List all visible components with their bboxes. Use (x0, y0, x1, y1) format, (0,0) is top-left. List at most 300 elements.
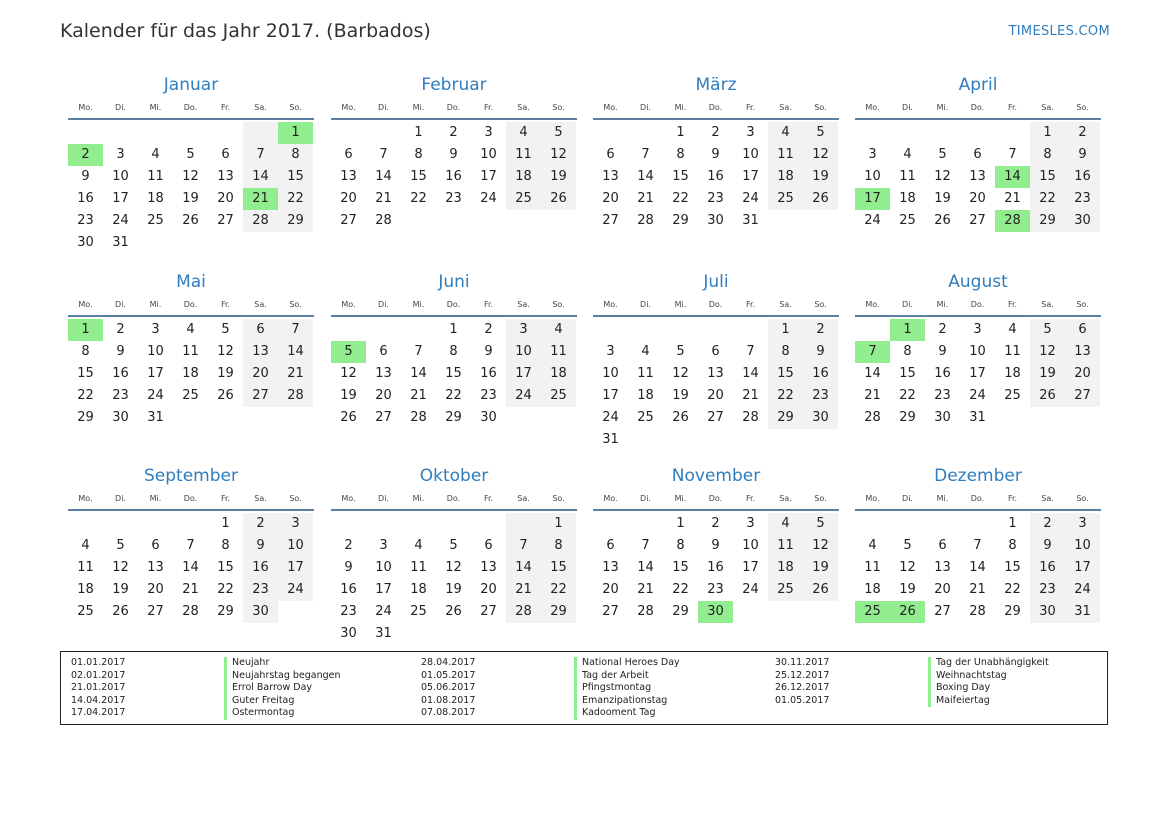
day-cell: 13 (243, 341, 278, 363)
day-cell: 5 (1030, 319, 1065, 341)
day-cell: 1 (890, 319, 925, 341)
holiday-date: 01.01.2017 (71, 657, 126, 668)
holiday-date: 14.04.2017 (71, 694, 126, 706)
empty-cell (506, 623, 541, 645)
day-cell: 30 (1065, 210, 1100, 232)
day-cell: 21 (375, 191, 392, 206)
weekday-label: So. (814, 103, 827, 112)
weekday-header (331, 295, 577, 317)
day-cell: 11 (77, 560, 94, 575)
day-cell: 25 (768, 579, 803, 601)
weekday-label: Mi. (936, 300, 949, 309)
day-cell: 26 (672, 410, 689, 425)
day-cell: 14 (278, 341, 313, 363)
empty-cell (855, 513, 890, 535)
day-cell: 15 (445, 366, 462, 381)
empty-cell (995, 407, 1030, 429)
site-link[interactable]: TIMESLES.COM (1008, 24, 1110, 39)
day-cell: 13 (217, 169, 234, 184)
day-cell: 7 (746, 344, 755, 359)
empty-cell (173, 513, 208, 535)
weekday-header (331, 489, 577, 511)
day-cell: 24 (602, 410, 619, 425)
weekday-label: So. (814, 494, 827, 503)
day-cell: 6 (151, 538, 160, 553)
day-cell: 9 (344, 560, 353, 575)
day-cell: 12 (340, 366, 357, 381)
day-cell: 30 (243, 601, 278, 623)
day-cell: 19 (899, 582, 916, 597)
day-cell: 10 (1065, 535, 1100, 557)
empty-cell (925, 122, 960, 144)
day-cell: 12 (217, 344, 234, 359)
empty-cell (208, 232, 243, 254)
month-juli (593, 271, 839, 451)
empty-cell (68, 122, 103, 144)
holiday-date: 01.05.2017 (421, 669, 476, 681)
empty-cell (243, 407, 278, 429)
day-cell: 28 (182, 604, 199, 619)
day-cell: 26 (890, 601, 925, 623)
weekday-label: Di. (640, 103, 651, 112)
day-cell: 4 (186, 322, 195, 337)
day-cell: 28 (637, 213, 654, 228)
weekday-label: So. (814, 300, 827, 309)
holiday-date: 30.11.2017 (775, 657, 830, 668)
day-cell: 27 (147, 604, 164, 619)
weekday-label: Mo. (603, 494, 618, 503)
day-cell: 14 (742, 366, 759, 381)
day-cell: 14 (864, 366, 881, 381)
day-cell: 18 (899, 191, 916, 206)
day-cell: 27 (602, 604, 619, 619)
holiday-name: Pfingstmontag (574, 682, 651, 695)
weekday-label: Mi. (149, 103, 162, 112)
day-cell: 5 (541, 122, 576, 144)
day-cell: 29 (217, 604, 234, 619)
month-februar (331, 74, 577, 232)
weekday-label: Di. (115, 494, 126, 503)
day-cell: 8 (1030, 144, 1065, 166)
day-cell: 26 (217, 388, 234, 403)
day-grid (331, 513, 576, 645)
day-cell: 14 (637, 169, 654, 184)
day-cell: 21 (1004, 191, 1021, 206)
holiday-date: 26.12.2017 (775, 682, 830, 694)
day-cell: 8 (221, 538, 230, 553)
day-cell: 27 (375, 410, 392, 425)
day-cell: 21 (637, 582, 654, 597)
day-cell: 9 (1065, 144, 1100, 166)
day-cell: 19 (934, 191, 951, 206)
day-cell: 13 (340, 169, 357, 184)
month-title: Dezember (934, 466, 1022, 486)
empty-cell (471, 513, 506, 535)
day-cell: 6 (221, 147, 230, 162)
weekday-label: Do. (183, 103, 198, 112)
day-cell: 2 (711, 125, 720, 140)
day-grid (855, 513, 1100, 623)
day-cell: 19 (112, 582, 129, 597)
day-cell: 22 (768, 385, 803, 407)
day-cell: 23 (112, 388, 129, 403)
day-cell: 29 (77, 410, 94, 425)
day-cell: 18 (410, 582, 427, 597)
day-cell: 27 (480, 604, 497, 619)
weekday-label: Mo. (603, 300, 618, 309)
day-cell: 23 (243, 579, 278, 601)
day-cell: 30 (77, 235, 94, 250)
empty-cell (541, 407, 576, 429)
day-cell: 6 (344, 147, 353, 162)
day-cell: 3 (379, 538, 388, 553)
day-cell: 19 (340, 388, 357, 403)
day-cell: 9 (803, 341, 838, 363)
day-cell: 9 (243, 535, 278, 557)
weekday-label: So. (289, 300, 302, 309)
day-cell: 30 (1030, 601, 1065, 623)
empty-cell (628, 429, 663, 451)
empty-cell (925, 513, 960, 535)
day-cell: 26 (803, 579, 838, 601)
empty-cell (768, 210, 803, 232)
day-cell: 16 (340, 582, 357, 597)
weekday-header (855, 98, 1101, 120)
empty-cell (331, 513, 366, 535)
day-cell: 22 (672, 191, 689, 206)
day-cell: 20 (969, 191, 986, 206)
day-cell: 26 (112, 604, 129, 619)
month-title: Januar (163, 75, 219, 95)
empty-cell (628, 122, 663, 144)
day-cell: 19 (803, 557, 838, 579)
empty-cell (768, 601, 803, 623)
day-cell: 16 (707, 169, 724, 184)
empty-cell (803, 210, 838, 232)
weekday-label: Mi. (674, 300, 687, 309)
day-cell: 17 (855, 188, 890, 210)
holiday-name: Tag der Arbeit (574, 670, 649, 683)
empty-cell (768, 429, 803, 451)
day-cell: 25 (147, 213, 164, 228)
empty-cell (103, 513, 138, 535)
month-august (855, 271, 1101, 429)
day-cell: 30 (934, 410, 951, 425)
day-cell: 3 (116, 147, 125, 162)
day-cell: 1 (278, 122, 313, 144)
empty-cell (138, 122, 173, 144)
weekday-label: Sa. (779, 494, 792, 503)
empty-cell (401, 623, 436, 645)
holiday-name: Errol Barrow Day (224, 682, 312, 695)
empty-cell (278, 407, 313, 429)
day-cell: 21 (182, 582, 199, 597)
day-cell: 5 (116, 538, 125, 553)
weekday-label: So. (289, 103, 302, 112)
day-cell: 24 (1065, 579, 1100, 601)
day-cell: 1 (1030, 122, 1065, 144)
day-cell: 15 (672, 560, 689, 575)
holiday-name: Tag der Unabhängigkeit (928, 657, 1049, 670)
weekday-label: Fr. (745, 494, 756, 503)
day-cell: 18 (768, 166, 803, 188)
day-cell: 19 (217, 366, 234, 381)
day-cell: 30 (112, 410, 129, 425)
day-cell: 24 (864, 213, 881, 228)
day-cell: 14 (506, 557, 541, 579)
day-cell: 17 (147, 366, 164, 381)
day-cell: 10 (742, 147, 759, 162)
day-cell: 22 (77, 388, 94, 403)
holiday-name: Weihnachtstag (928, 670, 1007, 683)
empty-cell (401, 210, 436, 232)
day-cell: 27 (969, 213, 986, 228)
day-cell: 25 (768, 188, 803, 210)
day-cell: 15 (768, 363, 803, 385)
day-cell: 18 (541, 363, 576, 385)
day-cell: 3 (278, 513, 313, 535)
month-title: August (948, 272, 1008, 292)
day-cell: 24 (506, 385, 541, 407)
day-cell: 25 (855, 601, 890, 623)
day-cell: 10 (147, 344, 164, 359)
day-grid (593, 319, 838, 451)
empty-cell (138, 513, 173, 535)
day-cell: 9 (711, 147, 720, 162)
day-cell: 3 (606, 344, 615, 359)
day-cell: 3 (868, 147, 877, 162)
day-cell: 16 (803, 363, 838, 385)
day-cell: 22 (541, 579, 576, 601)
day-cell: 22 (410, 191, 427, 206)
holiday-name: Ostermontag (224, 707, 294, 720)
day-cell: 23 (707, 582, 724, 597)
day-cell: 31 (1065, 601, 1100, 623)
day-cell: 27 (217, 213, 234, 228)
day-cell: 12 (672, 366, 689, 381)
day-cell: 10 (375, 560, 392, 575)
day-cell: 8 (414, 147, 423, 162)
day-cell: 23 (77, 213, 94, 228)
day-cell: 30 (480, 410, 497, 425)
day-cell: 9 (116, 344, 125, 359)
day-cell: 15 (77, 366, 94, 381)
day-cell: 29 (899, 410, 916, 425)
day-cell: 16 (112, 366, 129, 381)
weekday-label: Do. (708, 103, 723, 112)
empty-cell (173, 407, 208, 429)
day-cell: 18 (637, 388, 654, 403)
day-cell: 5 (676, 344, 685, 359)
weekday-label: So. (552, 494, 565, 503)
day-cell: 11 (1004, 344, 1021, 359)
day-cell: 11 (410, 560, 427, 575)
day-cell: 16 (934, 366, 951, 381)
empty-cell (628, 319, 663, 341)
empty-cell (698, 319, 733, 341)
empty-cell (138, 232, 173, 254)
day-cell: 30 (707, 213, 724, 228)
weekday-header (593, 98, 839, 120)
day-cell: 7 (379, 147, 388, 162)
day-cell: 3 (746, 125, 755, 140)
day-cell: 9 (81, 169, 90, 184)
day-cell: 7 (414, 344, 423, 359)
day-cell: 20 (147, 582, 164, 597)
empty-cell (103, 122, 138, 144)
month-title: Juni (438, 272, 470, 292)
day-cell: 23 (480, 388, 497, 403)
day-cell: 6 (711, 344, 720, 359)
day-cell: 1 (1008, 516, 1017, 531)
day-cell: 29 (541, 601, 576, 623)
empty-cell (278, 601, 313, 623)
weekday-header (855, 295, 1101, 317)
day-cell: 13 (934, 560, 951, 575)
day-cell: 15 (541, 557, 576, 579)
day-grid (593, 122, 838, 232)
day-cell: 4 (641, 344, 650, 359)
weekday-label: Mi. (674, 494, 687, 503)
weekday-label: Di. (902, 300, 913, 309)
day-grid (68, 122, 313, 254)
day-cell: 13 (480, 560, 497, 575)
day-cell: 9 (938, 344, 947, 359)
day-cell: 12 (445, 560, 462, 575)
day-cell: 21 (506, 579, 541, 601)
day-cell: 31 (375, 626, 392, 641)
day-cell: 15 (1030, 166, 1065, 188)
weekday-header (855, 489, 1101, 511)
empty-cell (593, 122, 628, 144)
month-title: Mai (176, 272, 206, 292)
weekday-label: So. (552, 103, 565, 112)
day-grid (593, 513, 838, 623)
day-cell: 5 (803, 122, 838, 144)
day-cell: 4 (768, 513, 803, 535)
day-cell: 18 (147, 191, 164, 206)
day-cell: 3 (746, 516, 755, 531)
day-cell: 26 (934, 213, 951, 228)
empty-cell (541, 210, 576, 232)
weekday-label: Fr. (1007, 494, 1018, 503)
empty-cell (663, 429, 698, 451)
weekday-label: Sa. (254, 103, 267, 112)
day-cell: 7 (186, 538, 195, 553)
day-cell: 18 (182, 366, 199, 381)
empty-cell (855, 122, 890, 144)
day-cell: 27 (243, 385, 278, 407)
day-cell: 11 (864, 560, 881, 575)
day-cell: 31 (112, 235, 129, 250)
day-cell: 27 (1065, 385, 1100, 407)
day-cell: 12 (182, 169, 199, 184)
weekday-label: Do. (446, 494, 461, 503)
empty-cell (471, 623, 506, 645)
day-cell: 30 (340, 626, 357, 641)
month-mai (68, 271, 314, 429)
day-cell: 20 (602, 191, 619, 206)
month-januar (68, 74, 314, 254)
day-cell: 12 (541, 144, 576, 166)
day-cell: 23 (707, 191, 724, 206)
day-cell: 22 (1004, 582, 1021, 597)
weekday-label: Di. (640, 494, 651, 503)
day-cell: 7 (506, 535, 541, 557)
day-cell: 29 (672, 604, 689, 619)
weekday-label: Mo. (865, 300, 880, 309)
day-cell: 8 (768, 341, 803, 363)
empty-cell (541, 623, 576, 645)
day-cell: 31 (742, 213, 759, 228)
day-cell: 2 (243, 513, 278, 535)
day-cell: 16 (243, 557, 278, 579)
day-cell: 16 (1065, 166, 1100, 188)
day-cell: 3 (1065, 513, 1100, 535)
day-cell: 9 (484, 344, 493, 359)
day-cell: 22 (899, 388, 916, 403)
day-cell: 15 (217, 560, 234, 575)
month-title: November (671, 466, 761, 486)
day-cell: 24 (112, 213, 129, 228)
empty-cell (436, 210, 471, 232)
day-cell: 7 (243, 144, 278, 166)
day-cell: 8 (278, 144, 313, 166)
day-cell: 12 (803, 535, 838, 557)
day-cell: 17 (506, 363, 541, 385)
weekday-label: Mo. (78, 300, 93, 309)
weekday-label: Do. (446, 300, 461, 309)
day-cell: 26 (1030, 385, 1065, 407)
day-cell: 31 (147, 410, 164, 425)
day-cell: 10 (602, 366, 619, 381)
day-cell: 7 (973, 538, 982, 553)
empty-cell (803, 429, 838, 451)
day-cell: 4 (1008, 322, 1017, 337)
day-cell: 2 (68, 144, 103, 166)
empty-cell (173, 122, 208, 144)
weekday-label: Mo. (78, 494, 93, 503)
day-cell: 2 (1030, 513, 1065, 535)
day-cell: 2 (344, 538, 353, 553)
weekday-label: Mo. (865, 494, 880, 503)
day-cell: 24 (278, 579, 313, 601)
day-cell: 3 (506, 319, 541, 341)
holiday-date: 01.05.2017 (775, 694, 830, 706)
day-cell: 25 (1004, 388, 1021, 403)
day-cell: 14 (243, 166, 278, 188)
weekday-label: Di. (902, 494, 913, 503)
day-cell: 18 (506, 166, 541, 188)
day-cell: 14 (375, 169, 392, 184)
month-title: März (695, 75, 737, 95)
empty-cell (436, 623, 471, 645)
day-cell: 28 (864, 410, 881, 425)
day-cell: 18 (1004, 366, 1021, 381)
month-september (68, 465, 314, 623)
weekday-label: Fr. (220, 103, 231, 112)
day-cell: 1 (221, 516, 230, 531)
day-cell: 7 (641, 147, 650, 162)
day-cell: 28 (969, 604, 986, 619)
month-title: Februar (421, 75, 487, 95)
day-cell: 8 (541, 535, 576, 557)
day-cell: 11 (147, 169, 164, 184)
day-cell: 16 (445, 169, 462, 184)
empty-cell (401, 513, 436, 535)
day-cell: 20 (480, 582, 497, 597)
day-cell: 23 (1030, 579, 1065, 601)
